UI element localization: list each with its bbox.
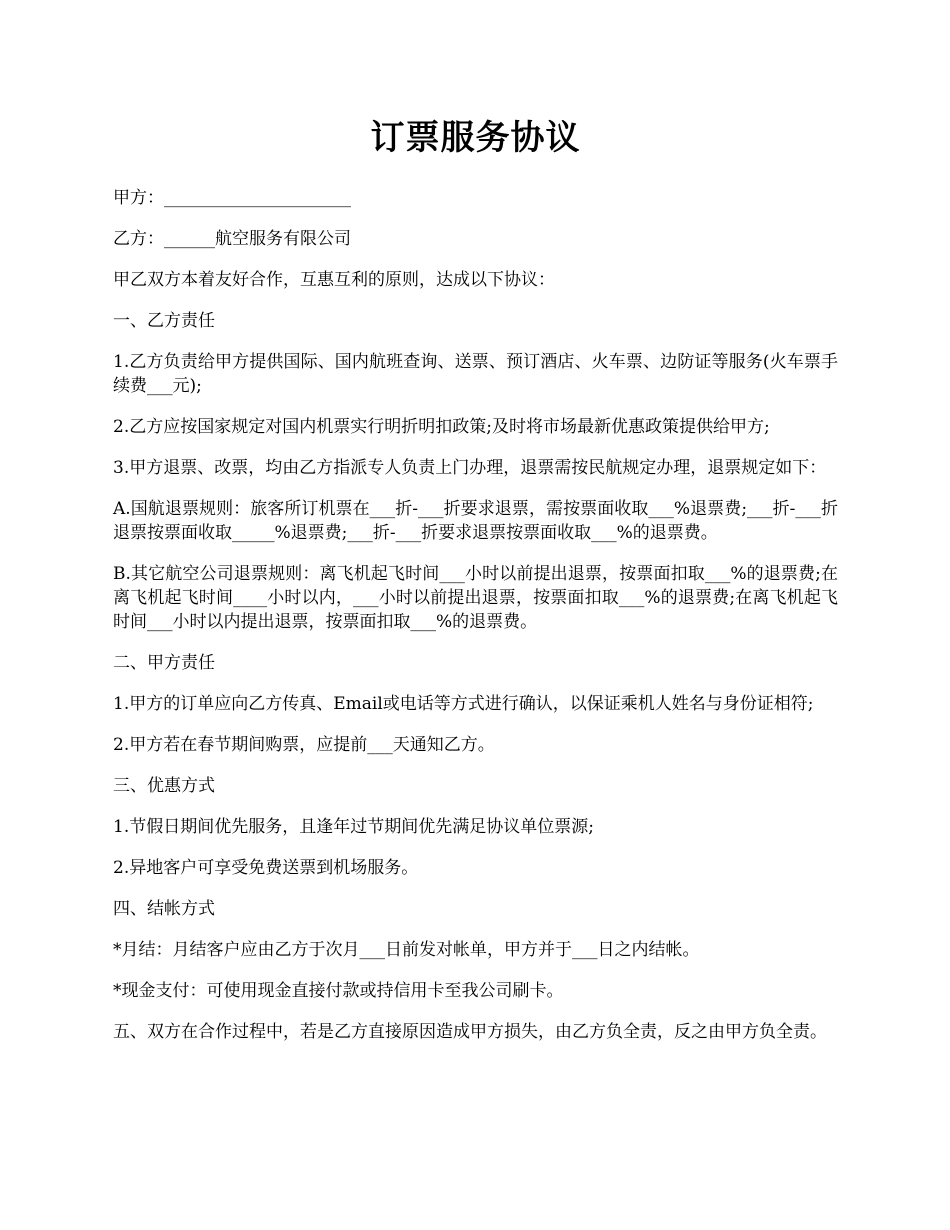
section-heading: 五、双方在合作过程中，若是乙方直接原因造成甲方损失，由乙方负全责，反之由甲方负全责。 — [113, 1022, 827, 1042]
section-heading: 二、甲方责任 — [113, 653, 215, 673]
section-heading: 一、乙方责任 — [113, 311, 215, 331]
clause: 1.节假日期间优先服务，且逢年过节期间优先满足协议单位票源; — [113, 817, 594, 837]
clause: 2.异地客户可享受免费送票到机场服务。 — [113, 858, 419, 878]
preamble: 甲乙双方本着友好合作，互惠互利的原则，达成以下协议： — [113, 270, 555, 290]
clause: A.国航退票规则：旅客所订机票在___折-___折要求退票，需按票面收取___%退票费;___折-___折退票按票面收取_____%退票费;___折-___折要求退票按票面收取___%的退票费。 — [113, 499, 838, 543]
clause: 1.乙方负责给甲方提供国际、国内航班查询、送票、预订酒店、火车票、边防证等服务(火车票手续费___元); — [113, 352, 838, 396]
clause: *现金支付：可使用现金直接付款或持信用卡至我公司刷卡。 — [113, 981, 564, 1001]
clause: *月结：月结客户应由乙方于次月___日前发对帐单，甲方并于___日之内结帐。 — [113, 940, 700, 960]
section-heading: 四、结帐方式 — [113, 899, 215, 919]
section-heading: 三、优惠方式 — [113, 776, 215, 796]
clause: 2.乙方应按国家规定对国内机票实行明折明扣政策;及时将市场最新优惠政策提供给甲方; — [113, 417, 770, 437]
clause: B.其它航空公司退票规则：离飞机起飞时间___小时以前提出退票，按票面扣取___%的退票费;在离飞机起飞时间____小时以内，___小时以前提出退票，按票面扣取___%的退票费;在离飞机起飞时间___小时以内提出退票，按票面扣取___%的退票费。 — [113, 564, 838, 632]
document-body — [113, 186, 838, 1044]
document-title: 订票服务协议 — [370, 118, 581, 158]
party-a-line: 甲方：______________________ — [113, 188, 351, 208]
clause: 1.甲方的订单应向乙方传真、Email或电话等方式进行确认，以保证乘机人姓名与身份证相符; — [113, 694, 814, 714]
clause: 2.甲方若在春节期间购票，应提前___天通知乙方。 — [113, 735, 495, 755]
party-b-line: 乙方：______航空服务有限公司 — [113, 229, 351, 249]
clause: 3.甲方退票、改票，均由乙方指派专人负责上门办理，退票需按民航规定办理，退票规定如下： — [113, 458, 827, 478]
